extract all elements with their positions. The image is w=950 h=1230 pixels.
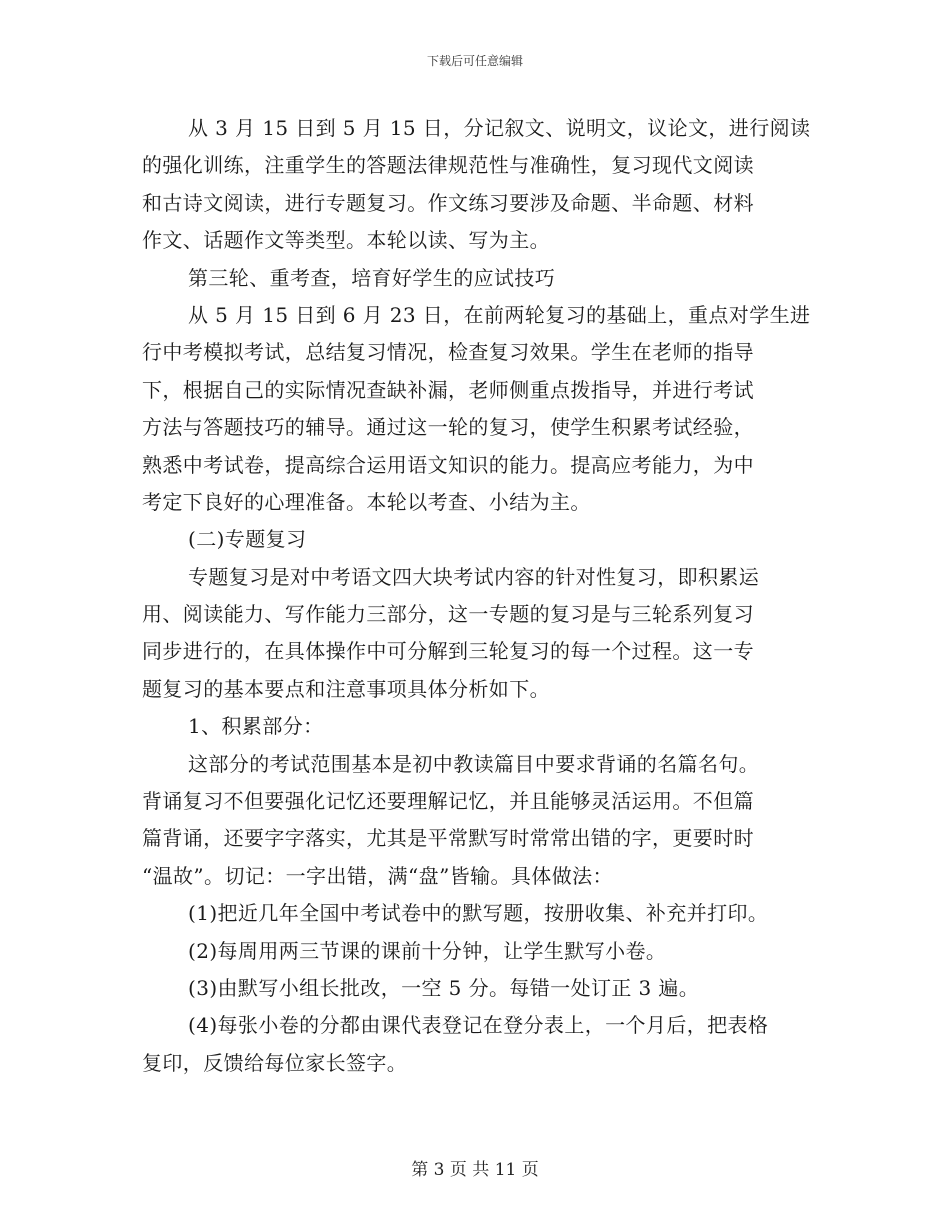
text-line: 专题复习是对中考语文四大块考试内容的针对性复习，即积累运	[188, 564, 760, 589]
text-line: 的强化训练，注重学生的答题法律规范性与准确性，复习现代文阅读	[142, 153, 754, 178]
list-item: (2)每周用两三节课的课前十分钟，让学生默写小卷。	[188, 938, 667, 963]
section-heading: 1、积累部分：	[188, 714, 324, 739]
list-item: (1)把近几年全国中考试卷中的默写题，按册收集、补充并打印。	[188, 901, 769, 926]
text-line: 从 5 月 15 日到 6 月 23 日，在前两轮复习的基础上，重点对学生进	[188, 302, 811, 327]
section-heading: 第三轮、重考查，培育好学生的应试技巧	[188, 265, 556, 290]
text-line: 从 3 月 15 日到 5 月 15 日，分记叙文、说明文，议论文，进行阅读	[188, 116, 811, 140]
page-footer: 第 3 页 共 11 页	[411, 1160, 539, 1180]
page-header: 下载后可任意编辑	[426, 54, 523, 68]
text-line: 题复习的基本要点和注意事项具体分析如下。	[142, 676, 550, 701]
document-body	[142, 110, 818, 1082]
text-line: 和古诗文阅读，进行专题复习。作文练习要涉及命题、半命题、材料	[142, 190, 754, 215]
text-line: “温故”。切记：一字出错，满“盘”皆输。具体做法：	[142, 863, 613, 888]
section-heading: (二)专题复习	[188, 527, 307, 552]
text-line: 复印，反馈给每位家长签字。	[142, 1050, 408, 1075]
text-line: 行中考模拟考试，总结复习情况，检查复习效果。学生在老师的指导	[142, 340, 754, 365]
text-line: 篇背诵，还要字字落实，尤其是平常默写时常常出错的字，更要时时	[142, 826, 754, 851]
text-line: 同步进行的，在具体操作中可分解到三轮复习的每一个过程。这一专	[142, 639, 754, 664]
text-line: 熟悉中考试卷，提高综合运用语文知识的能力。提高应考能力，为中	[142, 452, 754, 477]
text-line: 这部分的考试范围基本是初中教读篇目中要求背诵的名篇名句。	[188, 751, 760, 776]
list-item: (3)由默写小组长批改，一空 5 分。每错一处订正 3 遍。	[188, 975, 700, 1000]
text-line: 作文、话题作文等类型。本轮以读、写为主。	[142, 228, 550, 253]
text-line: 考定下良好的心理准备。本轮以考查、小结为主。	[142, 489, 591, 514]
list-item: (4)每张小卷的分都由课代表登记在登分表上，一个月后，把表格	[188, 1013, 769, 1038]
text-line: 下，根据自己的实际情况查缺补漏，老师侧重点拨指导，并进行考试	[142, 377, 754, 402]
text-line: 方法与答题技巧的辅导。通过这一轮的复习，使学生积累考试经验，	[142, 415, 754, 440]
text-line: 背诵复习不但要强化记忆还要理解记忆，并且能够灵活运用。不但篇	[142, 789, 754, 814]
text-line: 用、阅读能力、写作能力三部分，这一专题的复习是与三轮系列复习	[142, 602, 754, 627]
